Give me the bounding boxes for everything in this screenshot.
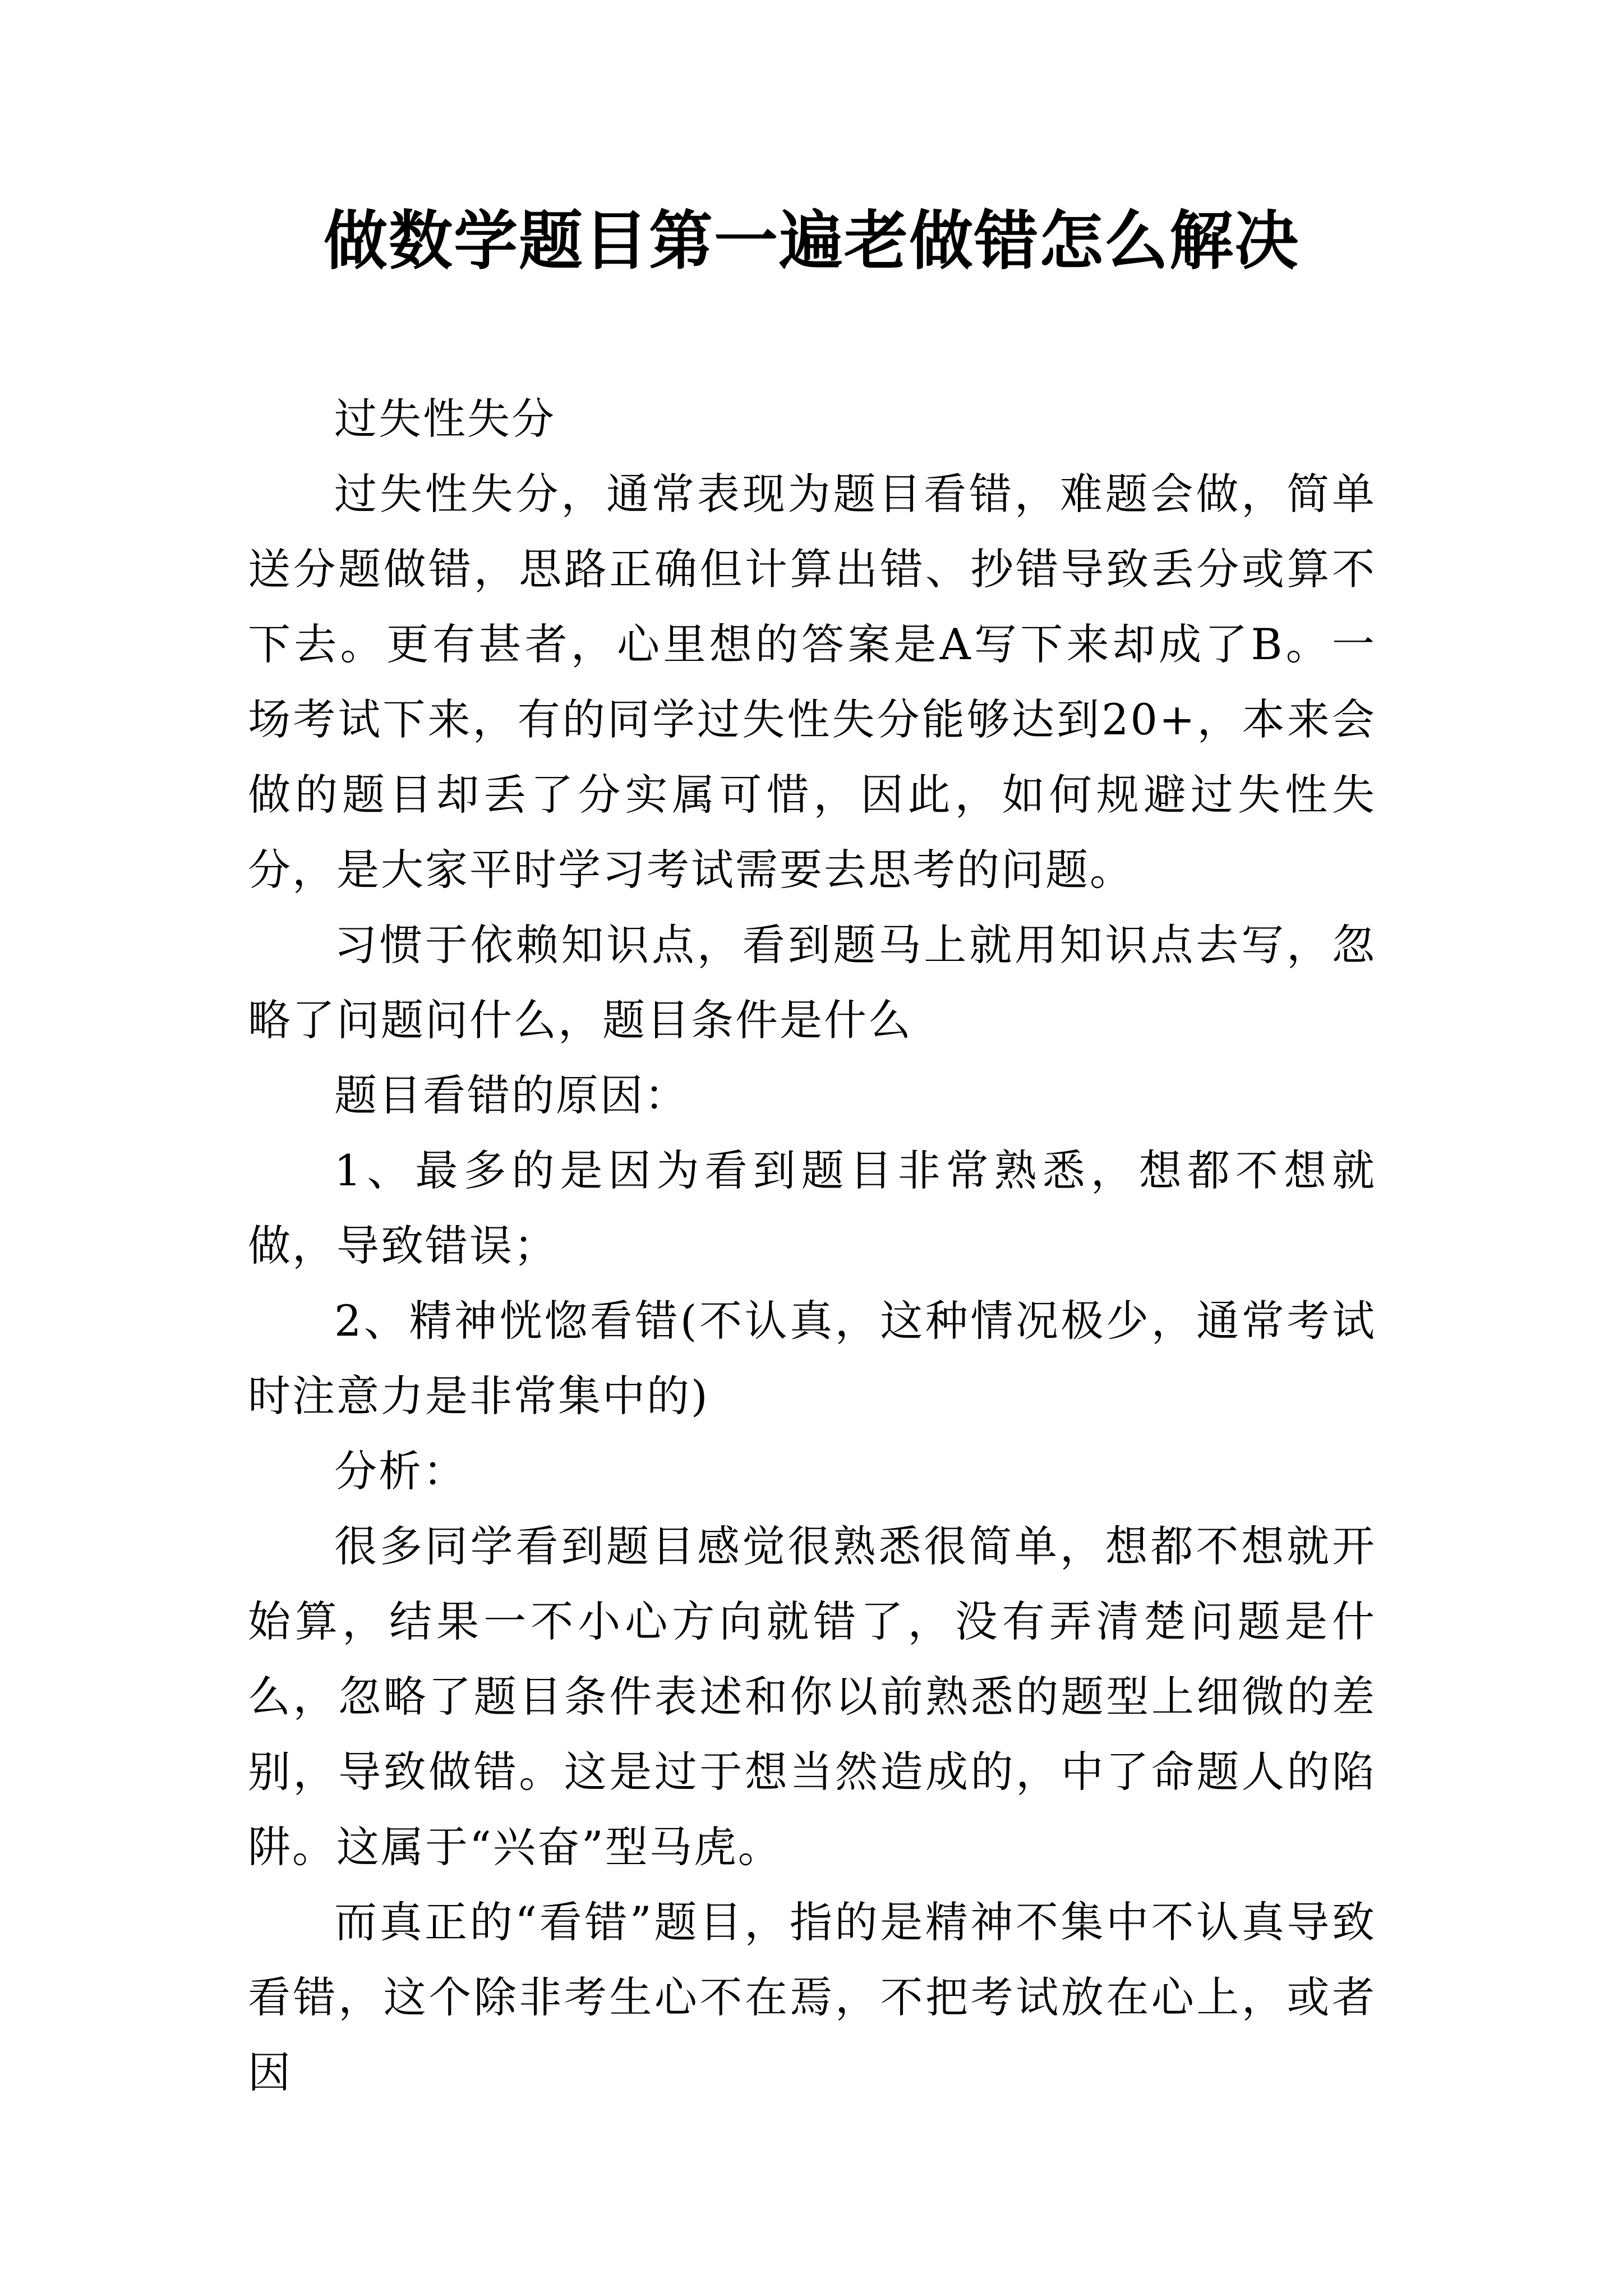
paragraph-negligence-description: 过失性失分，通常表现为题目看错，难题会做，简单送分题做错，思路正确但计算出错、抄错导致丢分或算不下去。更有甚者，心里想的答案是A写下来却成了B。一场考试下来，有的同学过失性失分能够达到20+，本来会做的题目却丢了分实属可惜，因此，如何规避过失性失分，是大家平时学习考试需要去思考的问题。 (248, 469, 1376, 895)
paragraph-cause-2: 2、精神恍惚看错(不认真，这种情况极少，通常考试时注意力是非常集中的) (248, 1296, 1376, 1421)
paragraph-analysis-heading: 分析： (334, 1446, 467, 1496)
paragraph-cause-1: 1、最多的是因为看到题目非常熟悉，想都不想就做，导致错误； (248, 1145, 1376, 1271)
paragraph-causes-heading: 题目看错的原因： (334, 1070, 689, 1120)
paragraph-real-misreading: 而真正的“看错”题目，指的是精神不集中不认真导致看错，这个除非考生心不在焉，不把考试放在心上，或者因 (248, 1897, 1376, 2097)
paragraph-analysis-body: 很多同学看到题目感觉很熟悉很简单，想都不想就开始算，结果一不小心方向就错了，没有弄清楚问题是什么，忽略了题目条件表述和你以前熟悉的题型上细微的差别，导致做错。这是过于想当然造成的，中了命题人的陷阱。这属于“兴奋”型马虎。 (248, 1521, 1376, 1872)
document-body (248, 381, 1376, 2110)
paragraph-heading-negligence: 过失性失分 (334, 394, 556, 444)
paragraph-knowledge-dependence: 习惯于依赖知识点，看到题马上就用知识点去写，忽略了问题问什么，题目条件是什么 (248, 920, 1376, 1045)
document-title: 做数学题目第一遍老做错怎么解决 (323, 204, 1299, 278)
